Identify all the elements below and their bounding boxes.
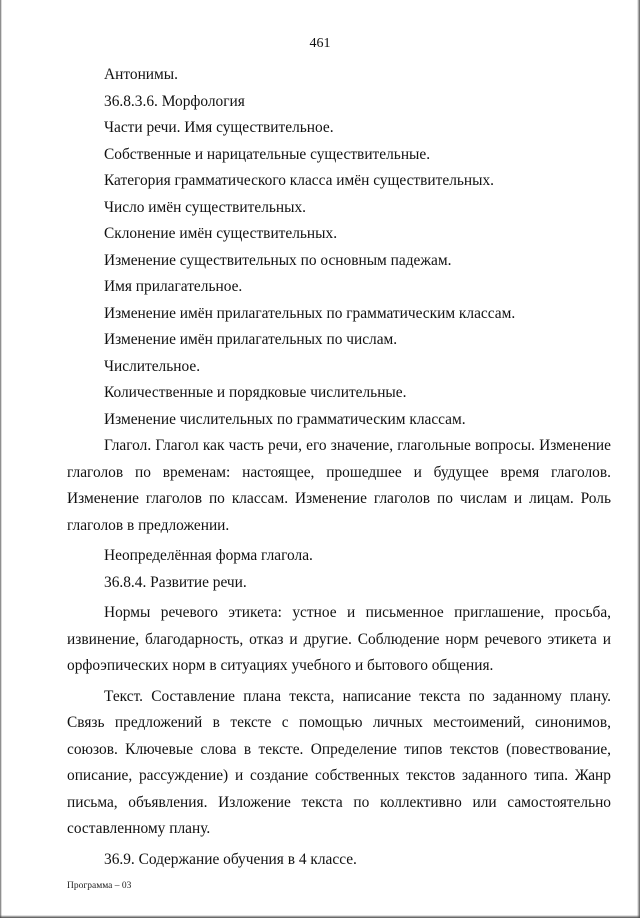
line-antonyms: Антонимы. — [104, 66, 178, 83]
line-proper-common-nouns: Собственные и нарицательные существительные. — [104, 145, 431, 163]
line-adjective-classes: Изменение имён прилагательных по грамматическим классам. — [104, 304, 516, 322]
line-noun-class-category: Категория грамматического класса имён существительных. — [104, 172, 495, 189]
line-numeral: Числительное. — [104, 357, 201, 375]
paragraph-infinitive: Неопределённая форма глагола. — [104, 547, 313, 564]
section-heading-morphology: 36.8.3.6. Морфология — [104, 92, 245, 110]
line-parts-of-speech: Части речи. Имя существительное. — [104, 119, 334, 136]
line-adjective: Имя прилагательное. — [104, 278, 243, 295]
line-cardinal-ordinal: Количественные и порядковые числительные. — [104, 384, 407, 401]
footer-program-label: Программа – 03 — [67, 881, 132, 891]
line-noun-number: Число имён существительных. — [104, 198, 307, 216]
line-noun-declension: Склонение имён существительных. — [104, 225, 338, 242]
paragraph-text: Текст. Составление плана текста, написание текста по заданному плану. Связь предложений в тексте с помощью личных местоимений, синонимов, союзов. Ключевые слова в тексте. Определение типов текстов (повествование, описание, рассуждение) и создание собственных текстов заданного типа. Жанр письма, объявления. Изложение текста по коллективно или самостоятельно составленному плану. — [67, 687, 611, 837]
document-body — [67, 62, 611, 873]
page-number: 461 — [309, 36, 331, 51]
section-heading-speech-development: 36.8.4. Развитие речи. — [104, 573, 247, 591]
line-noun-cases: Изменение существительных по основным падежам. — [104, 251, 452, 269]
paragraph-verb: Глагол. Глагол как часть речи, его значение, глагольные вопросы. Изменение глаголов по временам: настоящее, прошедшее и будущее время глаголов. Изменение глаголов по классам. Изменение глаголов по числам и лицам. Роль глаголов в предложении. — [67, 437, 611, 534]
paragraph-speech-etiquette: Нормы речевого этикета: устное и письменное приглашение, просьба, извинение, благодарность, отказ и другие. Соблюдение норм речевого этикета и орфоэпических норм в ситуациях учебного и бытового общения. — [67, 604, 611, 674]
line-numeral-classes: Изменение числительных по грамматическим классам. — [104, 410, 466, 428]
scan-edge-left — [0, 0, 2, 918]
line-adjective-numbers: Изменение имён прилагательных по числам. — [104, 331, 398, 348]
section-heading-grade4: 36.9. Содержание обучения в 4 классе. — [104, 850, 357, 868]
